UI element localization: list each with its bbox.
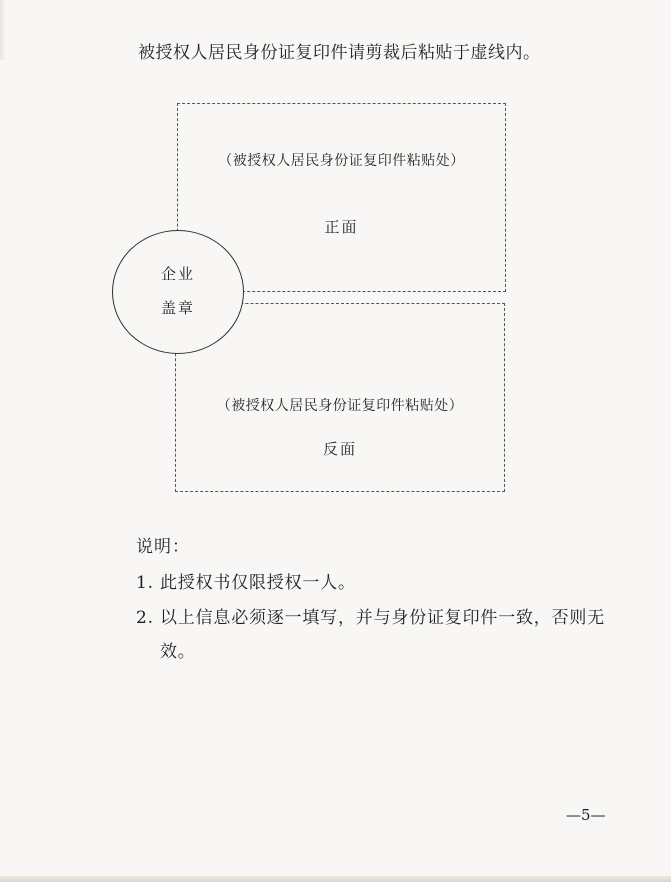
note-item-1	[136, 568, 356, 593]
page-bottom-edge	[0, 876, 671, 882]
back-paste-label: （被授权人居民身份证复印件粘贴处）	[216, 398, 464, 414]
note-number: 2.	[136, 608, 154, 628]
company-seal-circle	[112, 230, 244, 354]
seal-text-line2: 盖章	[160, 299, 195, 317]
seal-text-line1: 企业	[160, 265, 195, 283]
paste-instruction: 被授权人居民身份证复印件请剪裁后粘贴于虚线内。	[138, 43, 541, 63]
note-number: 1.	[136, 573, 154, 593]
front-paste-label: （被授权人居民身份证复印件粘贴处）	[218, 153, 465, 169]
back-side-label: 反面	[322, 440, 357, 458]
note-item-2-continuation: 效。	[160, 642, 196, 662]
note-text: 以上信息必须逐一填写，并与身份证复印件一致，否则无	[160, 608, 605, 628]
front-side-label: 正面	[324, 218, 359, 236]
note-text: 此授权书仅限授权一人。	[160, 573, 356, 593]
notes-title: 说明：	[136, 537, 190, 557]
page-number: —5—	[566, 806, 606, 824]
note-item-2	[136, 603, 605, 628]
page-edge-shadow	[0, 0, 6, 60]
